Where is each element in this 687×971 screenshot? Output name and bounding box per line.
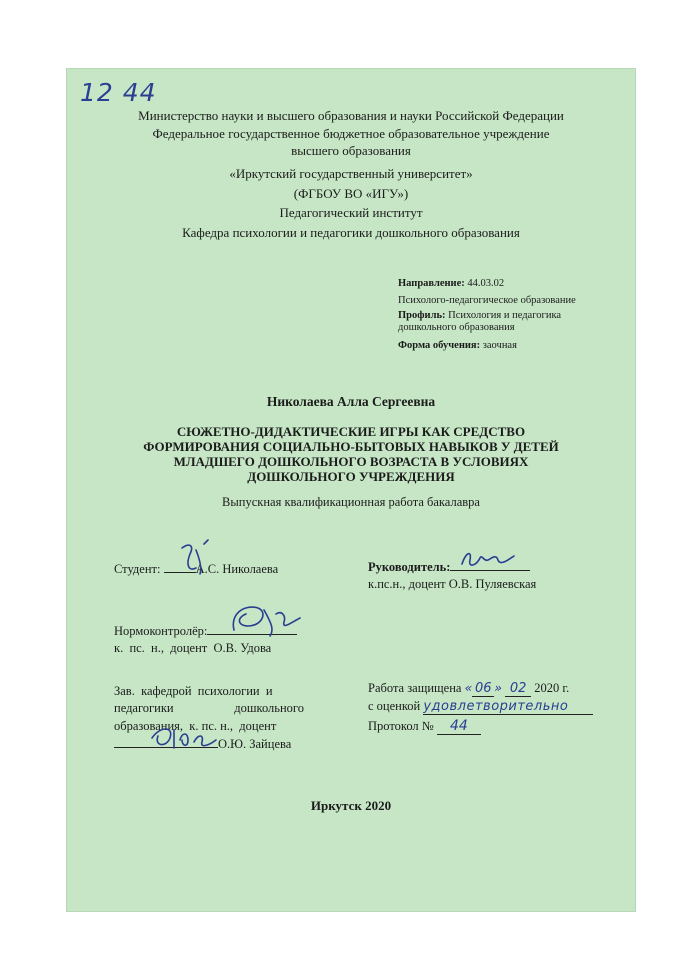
supervisor-signature [458,546,518,576]
thesis-title-line-1: СЮЖЕТНО-ДИДАКТИЧЕСКИЕ ИГРЫ КАК СРЕДСТВО [176,424,526,439]
defense-date-mid: » [494,680,503,695]
defense-row [368,680,569,697]
author-name: Николаева Алла Сергеевна [266,394,436,409]
institution-type-line: Федеральное государственное бюджетное образовательное учреждение [152,126,550,141]
defense-month: 02 [505,681,531,697]
direction-name: Психолого-педагогическое образование [398,295,576,306]
student-name: А.С. Николаева [195,562,279,576]
thesis-title-line-4: ДОШКОЛЬНОГО УЧРЕЖДЕНИЯ [247,469,455,484]
profile-label: Профиль: [398,310,446,321]
head-name: О.Ю. Зайцева [218,737,292,751]
normcontrol-label: Нормоконтролёр: [114,624,208,638]
grade-row [368,699,593,715]
head-line-2-b: дошкольного [234,701,304,715]
normcontrol-name: к. пс. н., доцент О.В. Удова [114,641,272,655]
student-signature [178,538,218,578]
form-value: заочная [482,340,517,351]
direction-label: Направление: [398,278,465,289]
department-name: Кафедра психологии и педагогики дошкольного образования [182,225,520,240]
profile-value-2: дошкольного образования [398,322,515,333]
handwritten-code: 12 44 [80,78,157,107]
work-type: Выпускная квалификационная работа бакалавра [222,495,480,509]
form-label: Форма обучения: [398,340,481,351]
protocol-row [368,718,481,735]
normcontrol-signature [224,600,304,640]
direction-code: 44.03.02 [467,278,505,289]
university-abbr: (ФГБОУ ВО «ИГУ») [293,186,409,201]
supervisor-name: к.пс.н., доцент О.В. Пуляевская [368,577,537,591]
ministry-line: Министерство науки и высшего образования и науки Российской Федерации [138,108,564,123]
thesis-title-line-3: МЛАДШЕГО ДОШКОЛЬНОГО ВОЗРАСТА В УСЛОВИЯХ [173,454,529,469]
defense-day: 06 [472,681,494,697]
supervisor-label: Руководитель: [368,560,451,574]
thesis-title-line-2: ФОРМИРОВАНИЯ СОЦИАЛЬНО-БЫТОВЫХ НАВЫКОВ У ДЕТЕЙ [143,439,559,454]
program-info [398,276,628,353]
head-line-2-a: педагогики [114,701,174,715]
protocol-value: 44 [437,718,481,735]
university-name: «Иркутский государственный университет» [229,166,473,181]
city-year: Иркутск 2020 [310,798,392,813]
head-line-3: образования, к. пс. н., доцент [114,719,277,733]
title-page [66,68,636,912]
head-signature [144,720,224,754]
profile-value-1: Психология и педагогика [448,310,562,321]
defense-year: 2020 г. [534,681,570,695]
head-line-2 [114,701,304,716]
grade-value: удовлетворительно [423,699,593,715]
student-label: Студент: [114,562,161,576]
head-line-1: Зав. кафедрой психологии и [114,684,273,698]
grade-label: с оценкой [368,699,421,713]
defense-label: Работа защищена [368,681,462,695]
defense-date-open: « [464,680,473,695]
education-level-line: высшего образования [291,143,411,158]
institute-name: Педагогический институт [279,205,423,220]
protocol-label: Протокол № [368,719,434,733]
